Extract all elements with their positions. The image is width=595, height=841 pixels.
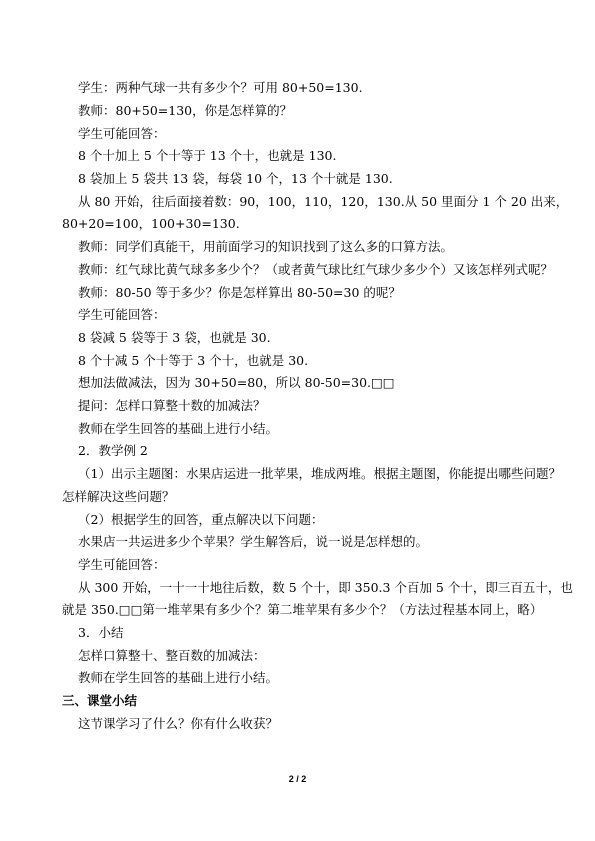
text-line: （2）根据学生的回答，重点解决以下问题： [78, 512, 324, 527]
text-line: （1）出示主题图：水果店运进一批苹果，堆成两堆。根据主题图，你能提出哪些问题？ [78, 466, 561, 481]
text-line: 从 300 开始，一十一十地往后数，数 5 个十，即 350.3 个百加 5 个十，即三百五十，也 [78, 580, 573, 595]
text-line: 这节课学习了什么？你有什么收获？ [78, 716, 279, 731]
section-heading-bold: 三、课堂小结 [62, 693, 138, 708]
text-line: 教师：80-50 等于多少？你是怎样算出 80-50=30 的呢？ [78, 285, 401, 300]
text-line: 怎样解决这些问题？ [62, 489, 175, 504]
text-line: 水果店一共运进多少个苹果？学生解答后，说一说是怎样想的。 [78, 534, 429, 549]
text-line: 80+20=100，100+30=130. [62, 216, 240, 231]
text-line: 提问：怎样口算整十数的加减法？ [78, 398, 266, 413]
text-line: 怎样口算整十、整百数的加减法： [78, 648, 266, 663]
text-line: 教师在学生回答的基础上进行小结。 [78, 421, 279, 436]
text-line: 教师：红气球比黄气球多多少个？（或者黄气球比红气球少多少个）又该怎样列式呢？ [78, 262, 554, 277]
text-line: 学生可能回答： [78, 557, 166, 572]
text-line: 就是 350.□□第一堆苹果有多少个？第二堆苹果有多少个？（方法过程基本同上，略） [62, 602, 543, 617]
text-line: 8 袋加上 5 袋共 13 袋，每袋 10 个，13 个十就是 130. [78, 171, 393, 186]
text-line: 教师在学生回答的基础上进行小结。 [78, 670, 279, 685]
text-line: 想加法做减法，因为 30+50=80，所以 80-50=30.□□ [78, 375, 395, 390]
section-heading: 3．小结 [78, 625, 124, 640]
text-line: 学生可能回答： [78, 307, 166, 322]
page-number: 2 / 2 [288, 774, 307, 784]
text-line: 学生可能回答： [78, 126, 166, 141]
text-line: 8 袋减 5 袋等于 3 袋，也就是 30. [78, 330, 271, 345]
text-line: 8 个十加上 5 个十等于 13 个十，也就是 130. [78, 148, 337, 163]
text-line: 学生：两种气球一共有多少个？可用 80+50=130. [78, 80, 363, 95]
text-line: 教师：同学们真能干，用前面学习的知识找到了这么多的口算方法。 [78, 239, 454, 254]
section-heading: 2．教学例 2 [78, 443, 148, 458]
text-line: 教师：80+50=130，你是怎样算的？ [78, 103, 293, 118]
text-line: 从 80 开始，往后面接着数：90，100，110，120，130.从 50 里面分 1 个 20 出来， [78, 194, 569, 209]
text-line: 8 个十减 5 个十等于 3 个十，也就是 30. [78, 353, 309, 368]
